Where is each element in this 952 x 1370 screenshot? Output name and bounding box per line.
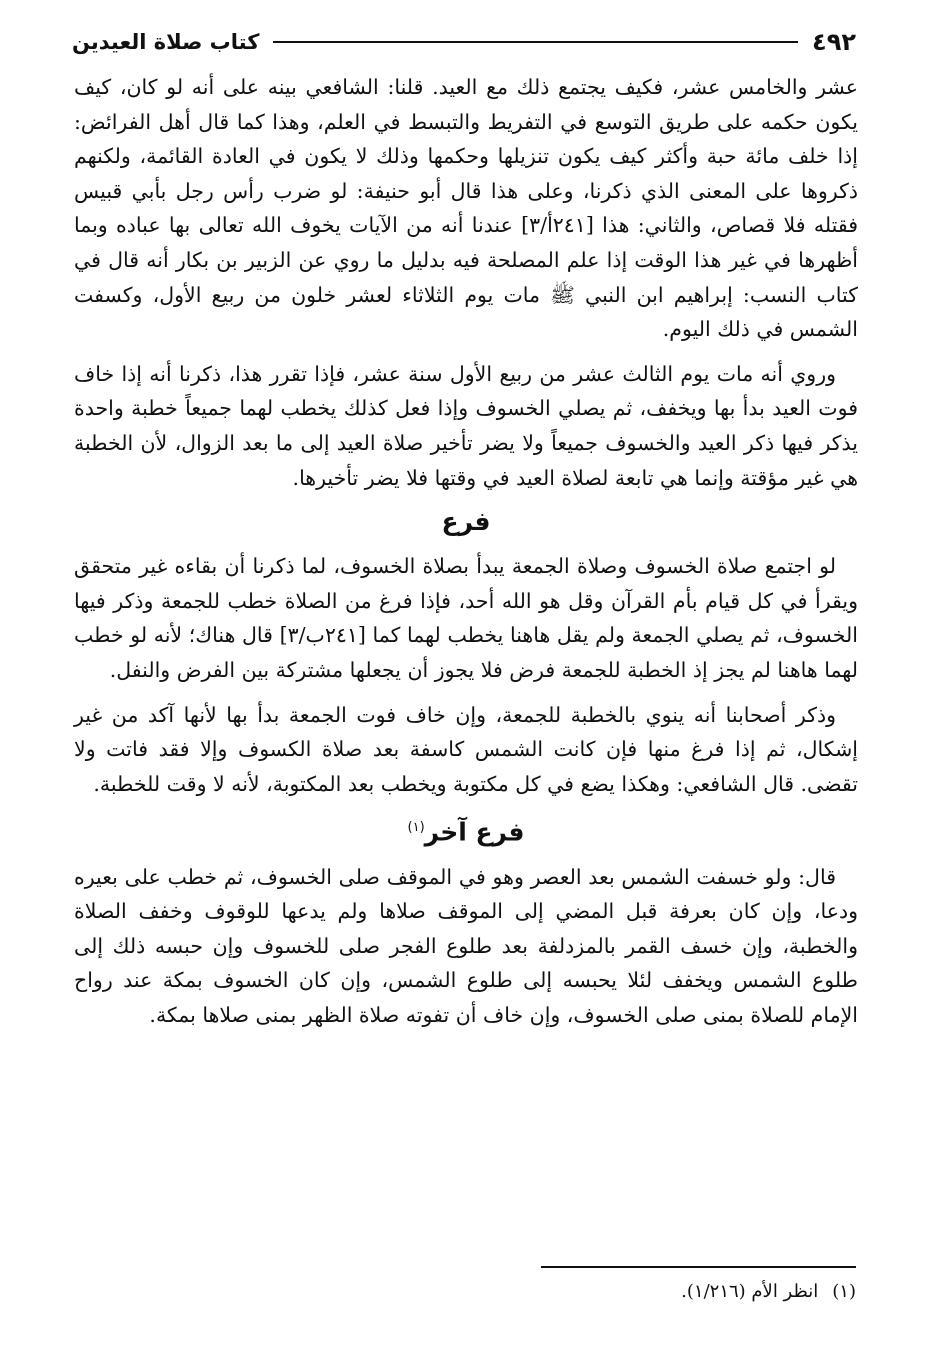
- running-title: كتاب صلاة العيدين: [72, 30, 260, 54]
- main-text: [74, 70, 858, 1033]
- paragraph-1: عشر والخامس عشر، فكيف يجتمع ذلك مع العيد. قلنا: الشافعي بينه على أنه لو كان، كيف يكون حكمه على طريق التوسع في التفريط والتبسط في العلم، وهذا كما قال أهل الفرائض: إذا خلف مائة حبة وأكثر كيف يكون تنزيلها وحكمها وذلك لا يكون في العادة القائمة، ولكنهم ذكروها على المعنى الذي ذكرنا، وعلى هذا قال أبو حنيفة: لو ضرب رأس رجل بأبي قبيس فقتله فلا قصاص، والثاني: هذا [٢٤١أ/٣] عندنا أنه من الآيات يخوف الله تعالى بها عباده وبما أظهرها في غير هذا الوقت إذا علم المصلحة فيه بدليل ما روي عن الزبير بن بكار أنه قال في كتاب النسب: إبراهيم ابن النبي ﷺ مات يوم الثلاثاء لعشر خلون من ربيع الأول، وكسفت الشمس في ذلك اليوم.: [74, 75, 858, 342]
- footnote-text: انظر الأم (١/٢١٦).: [681, 1281, 819, 1302]
- section-heading-far-text: فرع: [441, 507, 491, 537]
- paragraph-4: وذكر أصحابنا أنه ينوي بالخطبة للجمعة، وإن خاف فوت الجمعة بدأ بها لأنها آكد من غير إشكال، ثم إذا فرغ منها فإن كانت الشمس كاسفة بعد صلاة الكسوف وإلا فقد فاتت ولا تقضى. قال الشافعي: وهكذا يضع في كل مكتوبة ويخطب بعد المكتوبة، لأنه لا وقت للخطبة.: [74, 702, 858, 796]
- section-heading-far: [74, 505, 858, 539]
- footnote-marker: (١): [832, 1281, 856, 1302]
- footnote-separator: [541, 1266, 856, 1268]
- page-number: ٤٩٢: [812, 28, 856, 56]
- footnote-reference: (١): [407, 820, 425, 836]
- page-header: [72, 20, 856, 64]
- paragraph-3: لو اجتمع صلاة الخسوف وصلاة الجمعة يبدأ بصلاة الخسوف، لما ذكرنا أن بقاءه غير متحقق ويقرأ في كل قيام بأم القرآن وقل هو الله أحد، فإذا فرغ من الصلاة خطب للجمعة وذكر فيها الخسوف، ثم يصلي الجمعة ولم يقل هاهنا يخطب لهما كما [٢٤١ب/٣] قال هناك؛ لأنه لو خطب لهما هاهنا لم يجز إذ الخطبة للجمعة فرض فلا يجوز أن يجعلها مشتركة بين الفرض والنفل.: [74, 554, 858, 682]
- section-heading-far-akhar-text: فرع آخر: [424, 817, 525, 847]
- header-rule: [273, 41, 798, 43]
- footnote: [74, 1278, 856, 1306]
- paragraph-2: وروي أنه مات يوم الثالث عشر من ربيع الأول سنة عشر، فإذا تقرر هذا، ذكرنا أنه إذا خاف فوت العيد بدأ بها ويخفف، ثم يصلي الخسوف وإذا فعل كذلك يخطب لهما جميعاً خطبة واحدة يذكر فيها ذكر العيد والخسوف جميعاً ولا يضر تأخير صلاة العيد إلى ما بعد الزوال، لأن الخطبة هي غير مؤقتة وإنما هي تابعة لصلاة العيد في وقتها فلا يضر تأخيرها.: [74, 361, 858, 490]
- section-heading-far-akhar: [74, 811, 858, 849]
- paragraph-5: قال: ولو خسفت الشمس بعد العصر وهو في الموقف صلى الخسوف، ثم خطب على بعيره ودعا، وإن كان بعرفة قبل المضي إلى الموقف صلاها ولم يدعها للوقوف وخفف الصلاة والخطبة، وإن خسف القمر بالمزدلفة بعد طلوع الفجر صلى للخسوف وإن حبسه ذلك إلى طلوع الشمس ويخفف لئلا يحبسه إلى طلوع الشمس، وإن كان الخسوف بمكة عند رواح الإمام للصلاة بمنى صلى الخسوف، وإن خاف أن تفوته صلاة الظهر بمنى صلاها بمكة.: [74, 864, 858, 1027]
